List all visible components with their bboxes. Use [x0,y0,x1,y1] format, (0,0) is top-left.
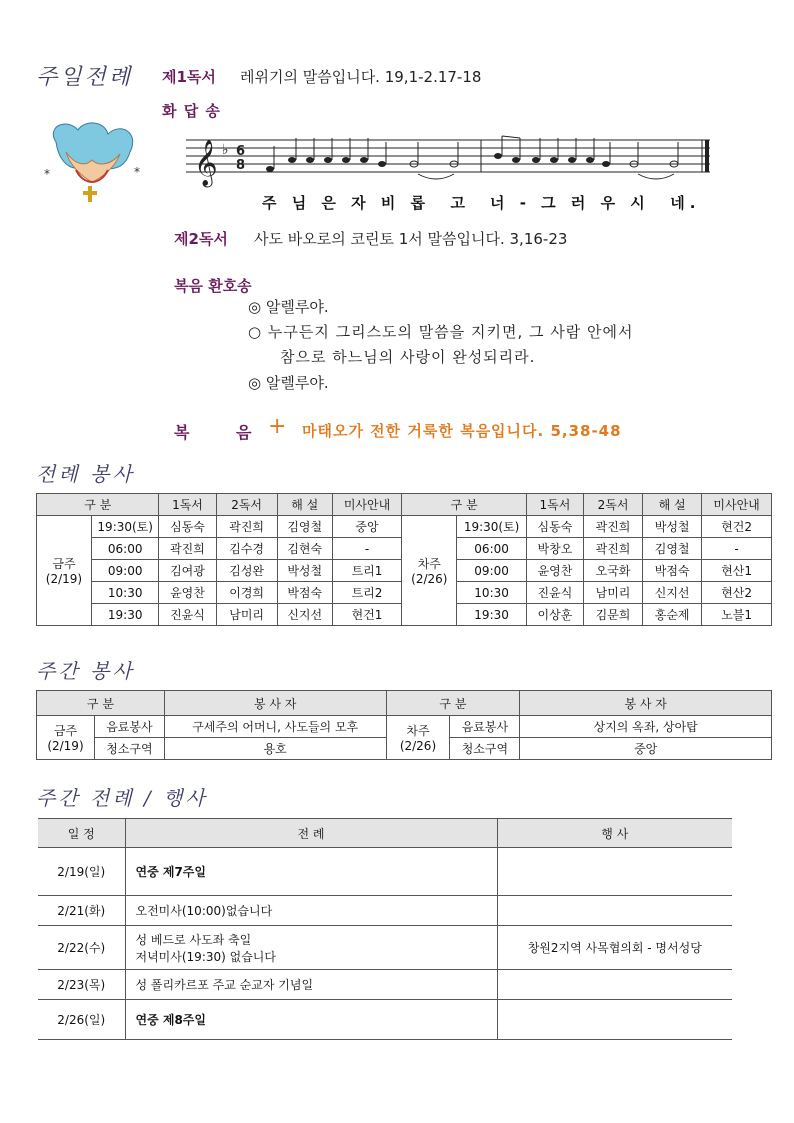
table-cell: 박성철 [277,560,332,582]
weekly-header-row [37,691,772,716]
table-cell: 남미리 [216,604,277,626]
table-cell: 윤영찬 [159,582,216,604]
table-cell: 현건2 [702,516,772,538]
table-cell: 용호 [164,738,386,760]
week-date: (2/19) [47,739,84,753]
table-cell: 김영철 [277,516,332,538]
table-cell: 이경희 [216,582,277,604]
svg-text:𝄞: 𝄞 [194,140,218,186]
table-cell: 김성완 [216,560,277,582]
table-cell: 노블1 [702,604,772,626]
table-cell: 음료봉사 [450,716,520,738]
table-cell: 홍순제 [643,604,702,626]
service-header: 2독서 [583,494,642,516]
weekly-header: 구 분 [386,691,520,716]
gospel-cross-icon: + [268,414,287,439]
events-header: 일 정 [38,819,125,848]
weekly-header: 봉 사 자 [520,691,772,716]
table-cell: 진윤식 [159,604,216,626]
table-cell: 청소구역 [450,738,520,760]
psalm-label: 화 답 송 [162,102,221,120]
table-cell: 김영철 [643,538,702,560]
service-header-row [37,494,772,516]
service-table [36,493,772,626]
event-date: 2/19(일) [38,848,125,896]
table-cell: 진윤식 [526,582,583,604]
table-cell: 10:30 [457,582,527,604]
reading1-label: 제1독서 [162,68,216,86]
event-date: 2/23(목) [38,970,125,1000]
music-staff [186,132,714,188]
table-cell: 신지선 [643,582,702,604]
table-cell: 10:30 [91,582,159,604]
events-table [38,818,732,1040]
table-row [38,896,732,926]
service-header: 미사안내 [702,494,772,516]
table-cell: 음료봉사 [94,716,164,738]
event-liturgy: 오전미사(10:00)없습니다 [125,896,497,926]
weekly-header: 봉 사 자 [164,691,386,716]
this-week-cell [37,516,92,626]
svg-text:♭: ♭ [222,142,229,158]
table-cell: 곽진희 [583,538,642,560]
service-header: 구 분 [37,494,159,516]
page-title: 주일전례 [36,65,134,90]
event-description [497,848,732,896]
praying-hands-icon [36,112,148,216]
next-week-cell [386,716,450,760]
table-cell: 현건1 [332,604,402,626]
event-liturgy: 연중 제8주일 [125,1000,497,1040]
table-row [38,970,732,1000]
service-header: 구 분 [402,494,527,516]
event-liturgy: 연중 제7주일 [125,848,497,896]
svg-text:6: 6 [236,144,246,159]
table-cell: 곽진희 [583,516,642,538]
table-cell: 박성철 [643,516,702,538]
table-cell: 중앙 [332,516,402,538]
next-week-cell [402,516,457,626]
event-description: 창원2지역 사목협의회 - 명서성당 [497,926,732,970]
event-liturgy: 성 폴리카르포 주교 순교자 기념일 [125,970,497,1000]
table-cell: 심동숙 [159,516,216,538]
gospel-label-1: 복 [174,423,190,442]
gospel-text: 마태오가 전한 거룩한 복음입니다. 5,38-48 [302,422,622,440]
table-row [37,716,772,738]
table-cell: 09:00 [457,560,527,582]
svg-text:*: * [134,165,140,179]
week-label: 차주 [417,557,441,571]
psalm-lyrics-1: 주 님 은 자 비 롭 고 [262,194,470,212]
table-cell: 06:00 [457,538,527,560]
table-cell: 현산1 [702,560,772,582]
reading2-text: 사도 바오로의 코린토 1서 말씀입니다. 3,16-23 [254,230,568,248]
week-date: (2/19) [45,572,83,586]
service-header: 2독서 [216,494,277,516]
week-label: 금주 [52,557,76,571]
event-date: 2/21(화) [38,896,125,926]
table-cell: - [702,538,772,560]
table-cell: 김현숙 [277,538,332,560]
acclamation-label: 복음 환호송 [174,277,252,295]
table-cell: 윤영찬 [526,560,583,582]
table-cell: 박창오 [526,538,583,560]
reading2-label: 제2독서 [174,230,228,248]
weekly-title: 주간 봉사 [36,659,135,683]
table-row [38,1000,732,1040]
service-header: 해 설 [643,494,702,516]
event-liturgy [125,926,497,970]
weekly-header: 구 분 [37,691,165,716]
week-date: (2/26) [399,739,437,753]
table-cell: 오국화 [583,560,642,582]
service-header: 미사안내 [332,494,402,516]
service-header: 해 설 [277,494,332,516]
svg-text:8: 8 [236,158,246,173]
table-row [38,926,732,970]
events-header: 전 례 [125,819,497,848]
table-cell: 중앙 [520,738,772,760]
table-cell: - [332,538,402,560]
table-cell: 김수경 [216,538,277,560]
table-cell: 곽진희 [159,538,216,560]
table-cell: 09:00 [91,560,159,582]
table-cell: 남미리 [583,582,642,604]
table-cell: 06:00 [91,538,159,560]
table-cell: 구세주의 어머니, 사도들의 모후 [164,716,386,738]
table-cell: 트리2 [332,582,402,604]
table-cell: 19:30 [457,604,527,626]
events-header: 행 사 [497,819,732,848]
week-date: (2/26) [411,572,448,586]
table-cell: 청소구역 [94,738,164,760]
table-cell: 김여광 [159,560,216,582]
table-row [38,848,732,896]
acclamation-line-4: ◎ 알렐루야. [248,374,329,392]
table-cell: 이상훈 [526,604,583,626]
event-description [497,1000,732,1040]
table-cell: 신지선 [277,604,332,626]
table-cell: 박점숙 [643,560,702,582]
event-description [497,896,732,926]
acclamation-line-1: ◎ 알렐루야. [248,298,329,316]
table-cell: 곽진희 [216,516,277,538]
event-date: 2/26(일) [38,1000,125,1040]
table-cell: 19:30(토) [457,516,527,538]
table-cell: 트리1 [332,560,402,582]
gospel-label-2: 음 [236,423,252,442]
table-cell: 19:30 [91,604,159,626]
event-date: 2/22(수) [38,926,125,970]
table-cell: 상지의 옥좌, 상아탑 [520,716,772,738]
service-title: 전례 봉사 [36,462,135,486]
service-header: 1독서 [526,494,583,516]
svg-text:*: * [44,167,50,181]
weekly-table [36,690,772,760]
events-header-row [38,819,732,848]
acclamation-line-3: 참으로 하느님의 사랑이 완성되리라. [280,348,536,366]
event-liturgy-line: 저녁미사(19:30) 없습니다 [135,949,276,964]
table-cell: 현산2 [702,582,772,604]
table-cell: 19:30(토) [91,516,159,538]
reading1-text: 레위기의 말씀입니다. 19,1-2.17-18 [240,68,482,86]
this-week-cell [37,716,95,760]
service-header: 1독서 [159,494,216,516]
acclamation-line-2: ○ 누구든지 그리스도의 말씀을 지키면, 그 사람 안에서 [248,323,634,341]
event-liturgy-line: 성 베드로 사도좌 축일 [135,932,252,947]
table-cell: 박점숙 [277,582,332,604]
psalm-lyrics-2: 너 - 그 러 우 시 네. [490,194,701,212]
events-title: 주간 전례 / 행사 [36,786,208,810]
table-cell: 심동숙 [526,516,583,538]
table-row [37,516,772,538]
week-label: 금주 [53,724,78,738]
event-description [497,970,732,1000]
week-label: 차주 [406,724,430,738]
table-cell: 김문희 [583,604,642,626]
